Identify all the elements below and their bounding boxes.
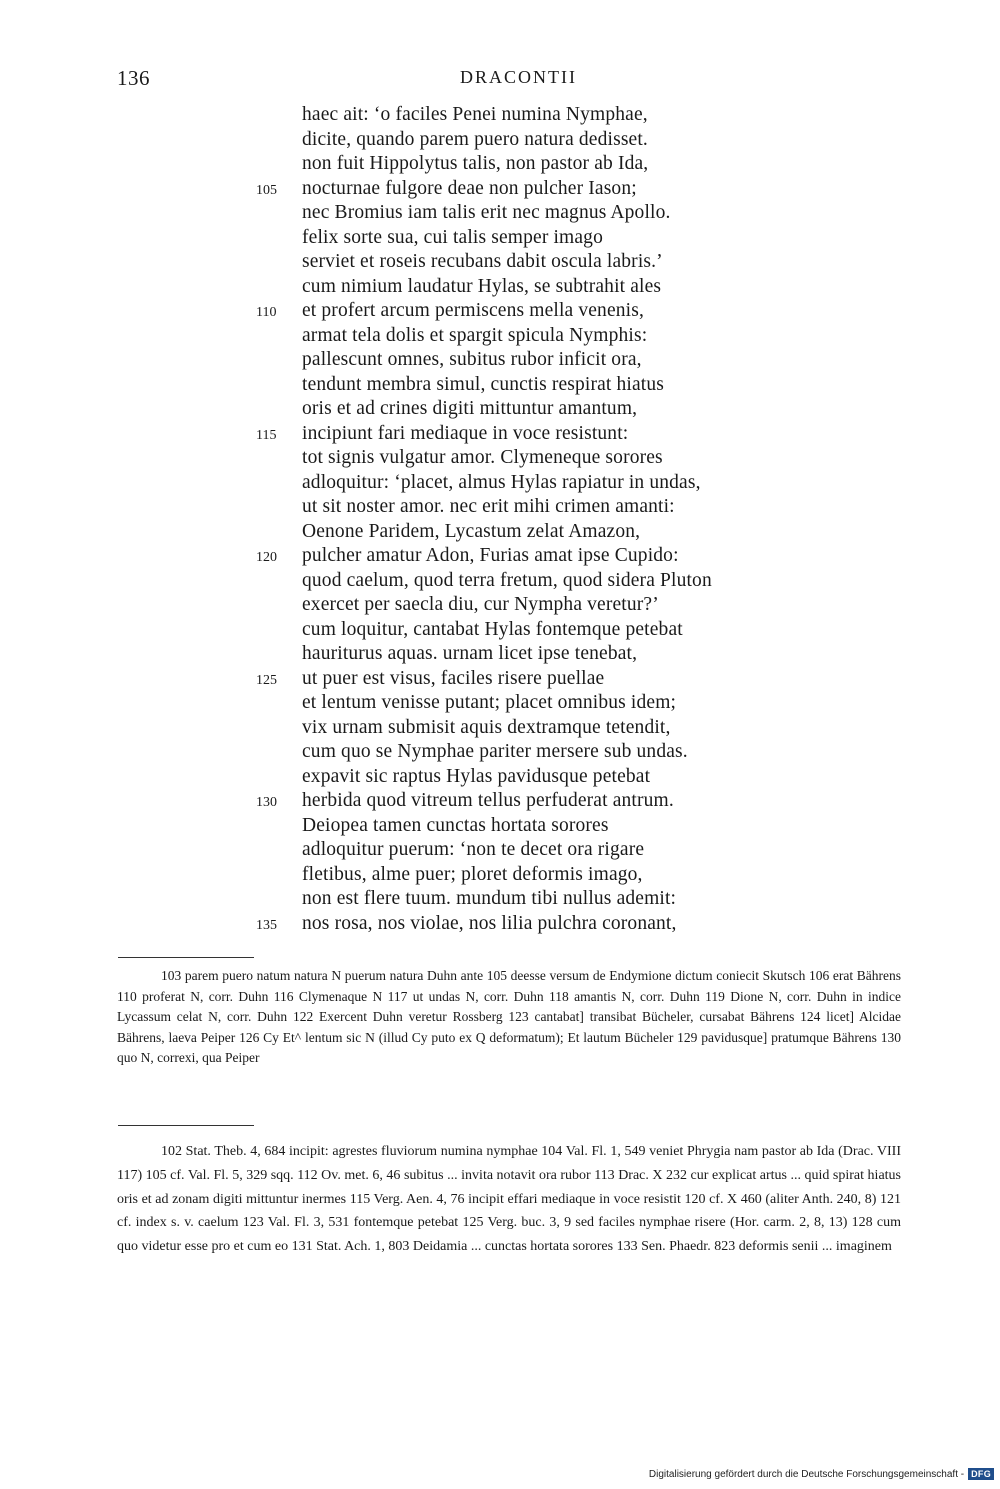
verse-line [0,104,1000,129]
line-number: 125 [256,672,277,688]
footnote-rule [118,957,254,958]
verse-text: cum quo se Nymphae pariter mersere sub undas. [302,741,688,762]
verse-text: ut puer est visus, faciles risere puellae [302,667,605,689]
verse-line [0,741,1000,766]
verse-text: dicite, quando parem puero natura dedisset. [302,128,648,150]
line-number: 135 [256,917,277,933]
verse-text: non est flere tuum. mundum tibi nullus ademit: [302,888,677,909]
verse-text: tendunt membra simul, cunctis respirat hiatus [302,373,665,395]
testimonia-notes [117,1140,901,1259]
verse-text: cum nimium laudatur Hylas, se subtrahit ales [302,275,662,297]
verse-text: Oenone Paridem, Lycastum zelat Amazon, [302,520,641,542]
verse-text: haec ait: ‘o faciles Penei numina Nymphae, [302,104,648,125]
verse-text: hauriturus aquas. urnam licet ipse tenebat, [302,643,638,664]
verse-line [0,839,1000,864]
verse-text: exercet per saecla diu, cur Nympha veretur?’ [302,594,659,615]
verse-line [0,643,1000,668]
verse-text: armat tela dolis et spargit spicula Nymphis: [302,324,648,346]
page-number: 136 [117,66,150,90]
verse-line [0,447,1000,472]
verse-line [0,129,1000,154]
verse-line [0,496,1000,521]
verse-line [0,668,1000,693]
line-number: 110 [256,305,277,320]
verse-line [0,227,1000,252]
verse-line [0,178,1000,203]
verse-line [0,913,1000,938]
verse-line [0,864,1000,889]
verse-text: nocturnae fulgore deae non pulcher Iason; [302,177,637,199]
verse-text: et lentum venisse putant; placet omnibus idem; [302,692,677,713]
line-number: 120 [256,550,277,565]
verse-line [0,766,1000,791]
verse-text: serviet et roseis recubans dabit oscula labris.’ [302,251,663,272]
verse-text: adloquitur puerum: ‘non te decet ora rigare [302,839,645,860]
verse-text: quod caelum, quod terra fretum, quod sidera Pluton [302,569,712,591]
verse-line [0,570,1000,595]
verse-text: herbida quod vitreum tellus perfuderat antrum. [302,790,674,811]
verse-text: nec Bromius iam talis erit nec magnus Apollo. [302,202,671,223]
verse-text: ut sit noster amor. nec erit mihi crimen amanti: [302,496,675,517]
verse-line [0,790,1000,815]
verse-line [0,276,1000,301]
verse-text: incipiunt fari mediaque in voce resistunt: [302,422,629,444]
verse-line [0,888,1000,913]
verse-text: felix sorte sua, cui talis semper imago [302,226,603,248]
verse-line [0,545,1000,570]
verse-line [0,521,1000,546]
verse-text: vix urnam submisit aquis dextramque tetendit, [302,716,671,738]
verse-line [0,692,1000,717]
digitization-banner [649,1468,994,1480]
verse-line [0,619,1000,644]
verse-line [0,153,1000,178]
verse-text: fletibus, alme puer; ploret deformis imago, [302,863,643,885]
verse-text: pallescunt omnes, subitus rubor inficit ora, [302,349,642,370]
verse-text: oris et ad crines digiti mittuntur amantum, [302,398,638,419]
verse-line [0,594,1000,619]
verse-line [0,300,1000,325]
testimonia-rule [118,1125,254,1126]
poem-text [0,104,1000,937]
verse-line [0,325,1000,350]
verse-line [0,374,1000,399]
verse-text: tot signis vulgatur amor. Clymeneque sorores [302,447,663,468]
running-title: DRACONTII [460,67,577,87]
verse-text: expavit sic raptus Hylas pavidusque petebat [302,765,651,787]
verse-text: pulcher amatur Adon, Furias amat ipse Cupido: [302,545,679,566]
verse-text: adloquitur: ‘placet, almus Hylas rapiatur in undas, [302,471,701,493]
testimonia-text: 102 Stat. Theb. 4, 684 incipit: agrestes fluviorum numina nymphae 104 Val. Fl. 1, 549 veniet Phrygia nam pastor ab Ida (Drac. VIII 117) 105 cf. Val. Fl. 5, 329 sqq. 112 Ov. met. 6, 46 subitus ... invita notavit ora rubor 113 Drac. X 232 cur explicat artus ... quid spirat hiatus oris et ad zonam digiti mittuntur inermes 115 Verg. Aen. 4, 76 incipit effari mediaque in voce resistit 120 cf. X 460 (aliter Anth. 240, 8) 121 cf. index s. v. caelum 123 Val. Fl. 3, 531 fontemque petebat 125 Verg. buc. 3, 9 sed faciles nymphae risere (Hor. carm. 2, 8, 13) 128 cum quo videtur esse pro et cum eo 131 Stat. Ach. 1, 803 Deidamia ... cunctas hortata sorores 133 Sen. Phaedr. 823 deformis senii ... imaginem [117,1144,901,1255]
verse-line [0,251,1000,276]
verse-text: nos rosa, nos violae, nos lilia pulchra coronant, [302,912,677,934]
verse-text: et profert arcum permiscens mella venenis, [302,300,644,321]
verse-line [0,815,1000,840]
verse-line [0,202,1000,227]
verse-line [0,398,1000,423]
banner-text: Digitalisierung gefördert durch die Deutsche Forschungsgemeinschaft - [648,1468,965,1480]
line-number: 130 [256,795,277,810]
verse-line [0,472,1000,497]
verse-line [0,423,1000,448]
verse-text: non fuit Hippolytus talis, non pastor ab Ida, [302,153,649,174]
dfg-logo: DFG [968,1468,994,1480]
verse-text: Deiopea tamen cunctas hortata sorores [302,814,609,836]
critical-apparatus [117,966,901,1069]
apparatus-text: 103 parem puero natum natura N puerum natura Duhn ante 105 deesse versum de Endymione dictum coniecit Skutsch 106 erat Bährens 110 proferat N, corr. Duhn 116 Clymenaque N 117 ut undas N, corr. Duhn 118 amantis N, corr. Duhn 119 Dione N, corr. Duhn in indice Lycassum celat N, corr. Duhn 122 Exercent Duhn veretur Rossberg 123 cantabat] transibat Bücheler, cursabat Bährens 124 licet] Alcidae Bährens, laeva Peiper 126 Cy Et^ lentum sic N (illud Cy puto ex Q deformatum); Et lautum Bücheler 129 pavidusque] pratumque Bährens 130 quo N, correxi, qua Peiper [117,968,901,1065]
line-number: 105 [256,182,277,198]
line-number: 115 [256,427,277,443]
verse-line [0,349,1000,374]
verse-line [0,717,1000,742]
verse-text: cum loquitur, cantabat Hylas fontemque petebat [302,618,683,640]
